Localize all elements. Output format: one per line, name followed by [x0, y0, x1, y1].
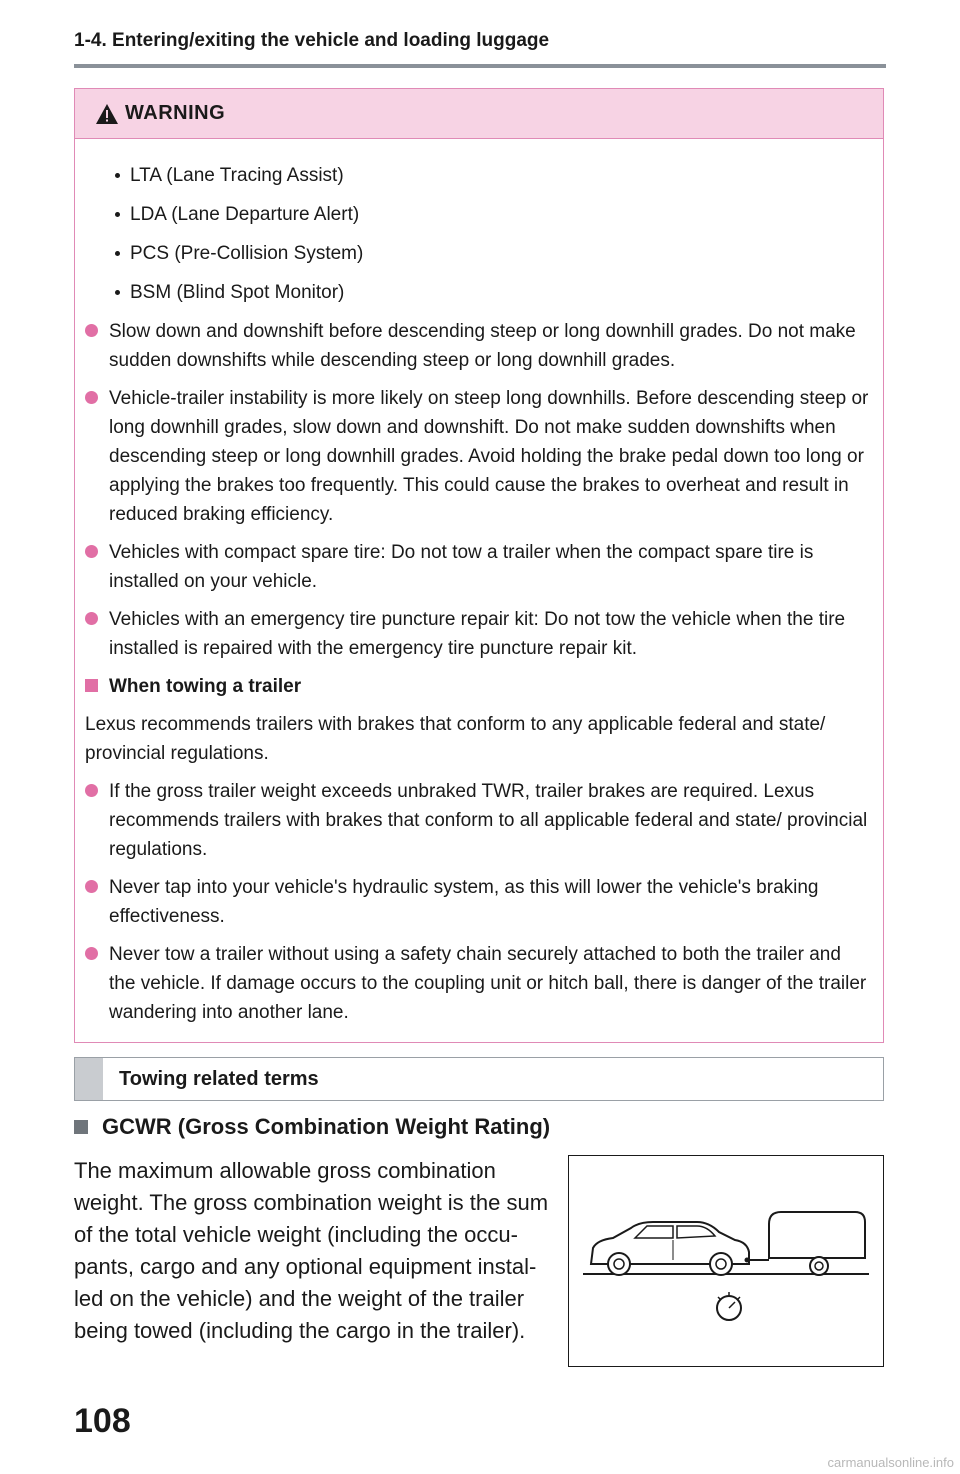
car-trailer-scale-illustration	[569, 1156, 882, 1365]
system-bullet-list	[85, 161, 871, 307]
pink-circle-icon	[85, 947, 98, 960]
pink-circle-icon	[85, 324, 98, 337]
pink-square-icon	[85, 679, 98, 692]
warning-item: Vehicle-trailer instability is more likely on steep long downhills. Before descending steep or long downhill grades, slow down and downshift. Do not make sudden downshifts when descending steep or long downhill grades. Avoid holding the brake pedal down too long or applying the brakes too frequently. This could cause the brakes to overheat and result in reduced braking efficiency.	[85, 384, 871, 529]
towing-illustration	[568, 1155, 884, 1367]
warning-item: Never tap into your vehicle's hydraulic system, as this will lower the vehicle's braking effectiveness.	[85, 873, 871, 931]
pink-circle-icon	[85, 880, 98, 893]
warning-header	[75, 89, 883, 139]
warning-item: If the gross trailer weight exceeds unbraked TWR, trailer brakes are required. Lexus recommends trailers with brakes that conform to all applicable federal and state/ provincial regulations.	[85, 777, 871, 864]
towing-terms-title: Towing related terms	[119, 1067, 319, 1090]
warning-item: Vehicles with compact spare tire: Do not tow a trailer when the compact spare tire is installed on your vehicle.	[85, 538, 871, 596]
list-item: LTA (Lane Tracing Assist)	[85, 161, 871, 190]
page-number: 108	[74, 1402, 131, 1440]
list-item: LDA (Lane Departure Alert)	[85, 200, 871, 229]
header-rule	[74, 64, 886, 68]
towing-terms-bar	[74, 1057, 884, 1101]
warning-subheading: When towing a trailer	[85, 672, 871, 701]
section-tab	[75, 1058, 103, 1100]
pink-circle-icon	[85, 545, 98, 558]
warning-item: Vehicles with an emergency tire puncture repair kit: Do not tow the vehicle when the tire installed is repaired with the emergency tire puncture repair kit.	[85, 605, 871, 663]
warning-item: Slow down and downshift before descending steep or long downhill grades. Do not make sudden downshifts while descending steep or long downhill grades.	[85, 317, 871, 375]
warning-item: Never tow a trailer without using a safety chain securely attached to both the trailer and the vehicle. If damage occurs to the coupling unit or hitch ball, there is danger of the trailer wandering into another lane.	[85, 940, 871, 1027]
warning-paragraph: Lexus recommends trailers with brakes that conform to any applicable federal and state/ provincial regulations.	[85, 714, 826, 764]
list-item: BSM (Blind Spot Monitor)	[85, 278, 871, 307]
section-header: 1-4. Entering/exiting the vehicle and loading luggage	[74, 30, 550, 51]
list-item: PCS (Pre-Collision System)	[85, 239, 871, 268]
warning-triangle-icon	[95, 103, 119, 125]
warning-box	[74, 88, 884, 1043]
pink-circle-icon	[85, 612, 98, 625]
pink-circle-icon	[85, 391, 98, 404]
warning-title: WARNING	[125, 102, 226, 124]
pink-circle-icon	[85, 784, 98, 797]
watermark: carmanualsonline.info	[827, 1455, 954, 1470]
warning-body	[75, 139, 883, 1027]
gcwr-heading: GCWR (Gross Combination Weight Rating)	[74, 1114, 550, 1140]
gcwr-description: The maximum allowable gross combination weight. The gross combination weight is the sum of the total vehicle weight (including the occu- pants, cargo and any optional equipment instal- led on the vehicle) and the weight of the trailer being towed (including the cargo in the trailer).	[74, 1158, 549, 1343]
gray-square-icon	[74, 1120, 88, 1134]
